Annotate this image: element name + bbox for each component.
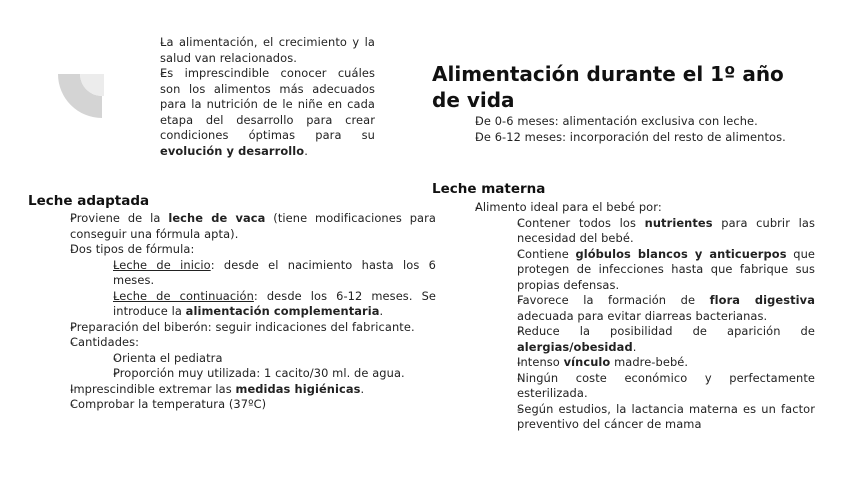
sub-list-item: - Orienta el pediatra [88, 351, 436, 367]
sub-list-item: - Intenso vínculo madre-bebé. [492, 355, 815, 371]
sub-list-item: - Proporción muy utilizada: 1 cacito/30 ml. de agua. [88, 366, 436, 382]
leche-materna-list [450, 200, 815, 433]
page-title: Alimentación durante el 1º año de vida [432, 62, 784, 112]
intro-list [135, 35, 375, 159]
decorative-quarter-ring [58, 74, 106, 122]
list-item: - Imprescindible extremar las medidas higiénicas. [45, 382, 436, 398]
sub-list-item: - Ningún coste económico y perfectamente esterilizada. [492, 371, 815, 402]
sub-list-item: - Contener todos los nutrientes para cubrir las necesidad del bebé. [492, 216, 815, 247]
section-heading-leche-materna: Leche materna [432, 181, 546, 197]
sub-list-item: - Favorece la formación de flora digestiva adecuada para evitar diarreas bacterianas. [492, 293, 815, 324]
age-item: - De 6-12 meses: incorporación del resto de alimentos. [450, 130, 815, 146]
sub-list-item: - Reduce la posibilidad de aparición de alergias/obesidad. [492, 324, 815, 355]
list-item: - Cantidades: - Orienta el pediatra - Proporción muy utilizada: 1 cacito/30 ml. de agua. [45, 335, 436, 382]
list-item: - Proviene de la leche de vaca (tiene modificaciones para conseguir una fórmula apta). [45, 211, 436, 242]
list-item: - Preparación del biberón: seguir indicaciones del fabricante. [45, 320, 436, 336]
sub-list-item: - Según estudios, la lactancia materna es un factor preventivo del cáncer de mama [492, 402, 815, 433]
section-heading-leche-adaptada: Leche adaptada [28, 193, 150, 209]
intro-item: - La alimentación, el crecimiento y la salud van relacionados. [135, 35, 375, 66]
list-item: - Dos tipos de fórmula: - Leche de inicio: desde el nacimiento hasta los 6 meses. - Leche de continuación: desde los 6-12 meses. Se introduce la alimentación complementaria. [45, 242, 436, 320]
sub-list-item: - Leche de continuación: desde los 6-12 meses. Se introduce la alimentación complementaria. [88, 289, 436, 320]
age-list [450, 114, 815, 145]
list-item: - Alimento ideal para el bebé por: - Contener todos los nutrientes para cubrir las necesidad del bebé. - Contiene glóbulos blancos y anticuerpos que protegen de infecciones hasta que fabrique sus propias defensas. - Favorece la formación de flora digestiva adecuada para evitar diarreas bacterianas. - Reduce la posibilidad de aparición de alergias/obesidad. - Intenso vínculo madre-bebé. - Ningún coste económico y perfectamente esterilizada. - Según estudios, la lactancia materna es un factor preventivo del cáncer de mama [450, 200, 815, 433]
sub-list-item: - Leche de inicio: desde el nacimiento hasta los 6 meses. [88, 258, 436, 289]
leche-adaptada-list [45, 211, 436, 413]
list-item: - Comprobar la temperatura (37ºC) [45, 397, 436, 413]
intro-item: - Es imprescindible conocer cuáles son los alimentos más adecuados para la nutrición de le niñe en cada etapa del desarrollo para crear condiciones óptimas para su evolución y desarrollo. [135, 66, 375, 159]
sub-list-item: - Contiene glóbulos blancos y anticuerpos que protegen de infecciones hasta que fabrique sus propias defensas. [492, 247, 815, 294]
age-item: - De 0-6 meses: alimentación exclusiva con leche. [450, 114, 815, 130]
